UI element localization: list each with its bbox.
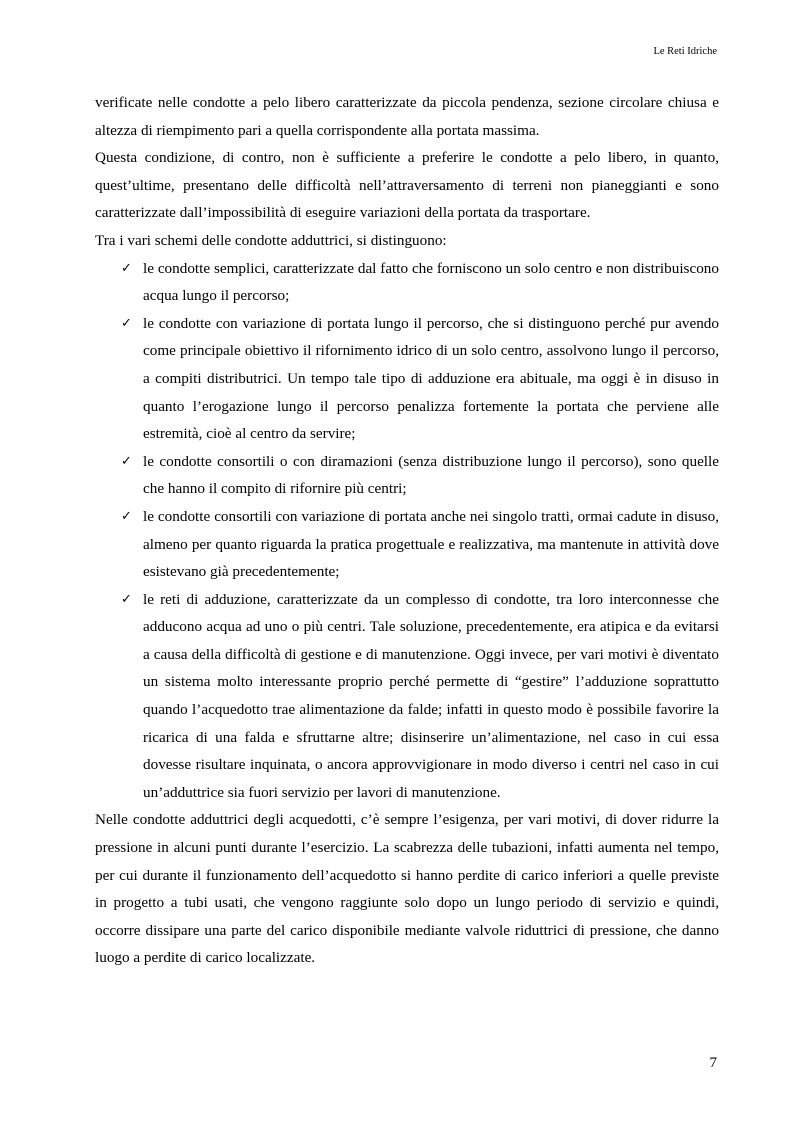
list-item: [95, 448, 719, 503]
list-item-text: le condotte consortili con variazione di portata anche nei singolo tratti, ormai cadute in disuso, almeno per quanto riguarda la pratica progettuale e realizzativa, ma mantenute in attività dove esistevano già precedentemente;: [143, 507, 719, 581]
list-item: [95, 255, 719, 310]
paragraph: verificate nelle condotte a pelo libero caratterizzate da piccola pendenza, sezione circolare chiusa e altezza di riempimento pari a quella corrispondente alla portata massima.: [95, 94, 719, 139]
page-number: 7: [709, 1055, 717, 1071]
list-item: [95, 586, 719, 807]
list-item-text: le condotte consortili o con diramazioni (senza distribuzione lungo il percorso), sono quelle che hanno il compito di rifornire più centri;: [143, 452, 719, 498]
list-item-text: le condotte con variazione di portata lungo il percorso, che si distinguono perché pur avendo come principale obiettivo il rifornimento idrico di un solo centro, assolvono lungo il percorso, a compiti distributrici. Un tempo tale tipo di adduzione era abituale, ma oggi è in disuso in quanto l’erogazione lungo il percorso penalizza fortemente la portata che perviene alle estremità, cioè al centro da servire;: [143, 314, 719, 443]
list-item: [95, 503, 719, 586]
list-item: [95, 310, 719, 448]
page-body: [95, 89, 719, 972]
check-mark-icon: ✓: [121, 508, 132, 524]
list-item-text: le reti di adduzione, caratterizzate da un complesso di condotte, tra loro interconnesse che adducono acqua ad uno o più centri. Tale soluzione, precedentemente, era atipica e da evitarsi a causa della difficoltà di gestione e di manutenzione. Oggi invece, per vari motivi è diventato un sistema molto interessante proprio perché permette di “gestire” l’adduzione soprattutto quando l’acquedotto trae alimentazione da falde; infatti in questo modo è possibile favorire la ricarica di una falda e sfruttarne altre; disinserire un’alimentazione, nel caso in cui essa dovesse risultare inquinata, o ancora approvvigionare in modo diverso i centri nel caso in cui un’adduttrice sia fuori servizio per lavori di manutenzione.: [143, 590, 719, 801]
check-mark-icon: ✓: [121, 591, 132, 607]
check-mark-icon: ✓: [121, 315, 132, 331]
paragraph: Questa condizione, di contro, non è sufficiente a preferire le condotte a pelo libero, in quanto, quest’ultime, presentano delle difficoltà nell’attraversamento di terreni non pianeggianti e sono caratterizzate dall’impossibilità di eseguire variazioni della portata da trasportare.: [95, 149, 719, 222]
running-header: Le Reti Idriche: [653, 46, 717, 57]
paragraph: Tra i vari schemi delle condotte adduttrici, si distinguono:: [95, 231, 447, 249]
paragraph: Nelle condotte adduttrici degli acquedotti, c’è sempre l’esigenza, per vari motivi, di dover ridurre la pressione in alcuni punti durante l’esercizio. La scabrezza delle tubazioni, infatti aumenta nel tempo, per cui durante il funzionamento dell’acquedotto si hanno perdite di carico inferiori a quelle previste in progetto a tubi usati, che vengono raggiunte solo dopo un lungo periodo di servizio e quindi, occorre dissipare una parte del carico disponibile mediante valvole riduttrici di pressione, che danno luogo a perdite di carico localizzate.: [95, 811, 719, 967]
check-mark-icon: ✓: [121, 260, 132, 276]
list-item-text: le condotte semplici, caratterizzate dal fatto che forniscono un solo centro e non distribuiscono acqua lungo il percorso;: [143, 259, 719, 305]
adduction-schemes-list: [95, 255, 719, 807]
check-mark-icon: ✓: [121, 453, 132, 469]
